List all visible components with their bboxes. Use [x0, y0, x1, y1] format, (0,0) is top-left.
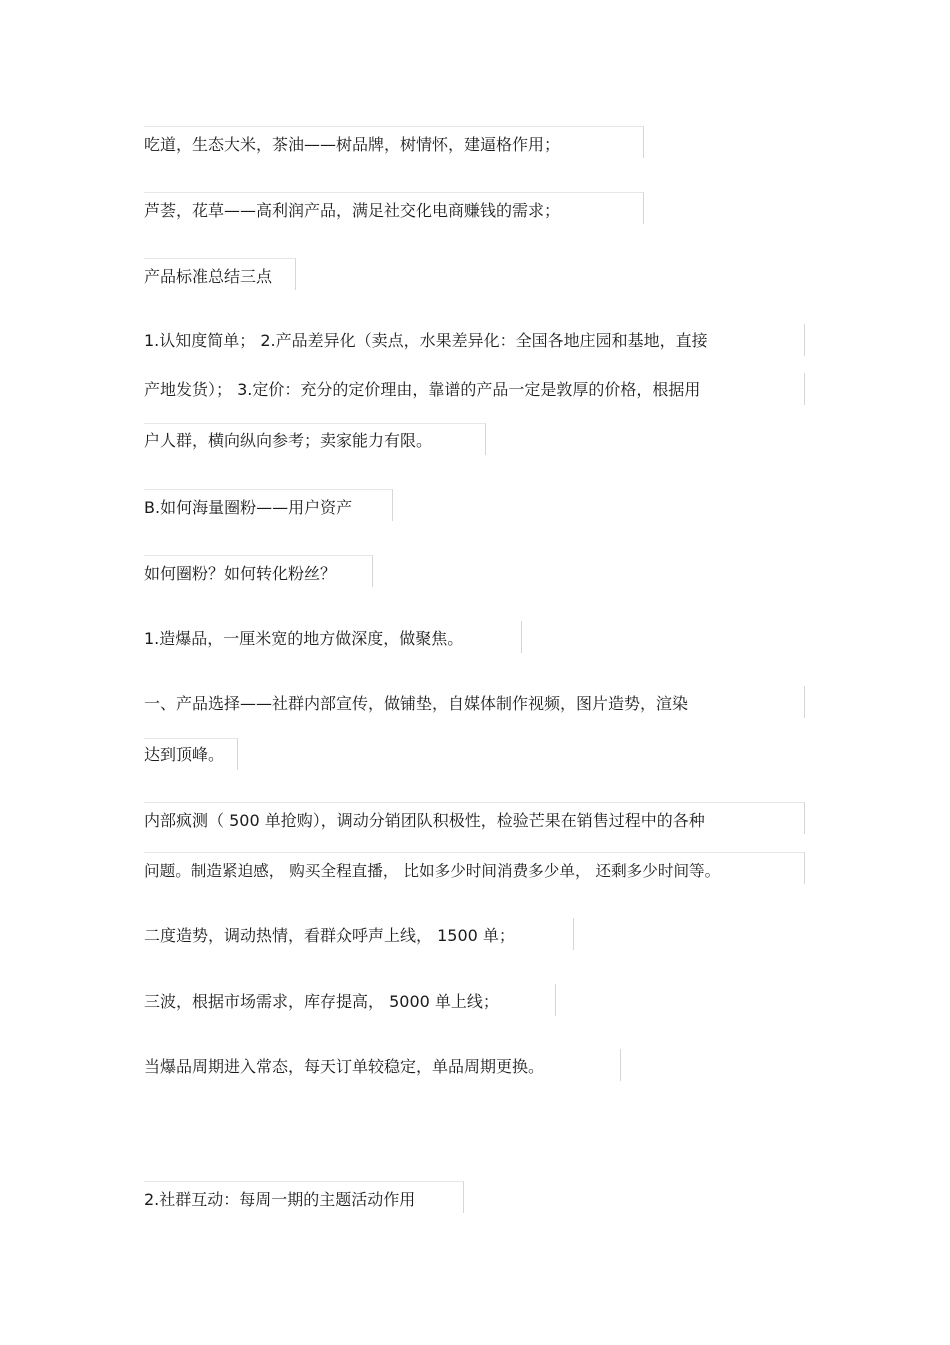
text-line: 1.造爆品，一厘米宽的地方做深度，做聚焦。 [144, 621, 522, 653]
text-line: 吃道，生态大米，茶油——树品牌，树情怀，建逼格作用； [144, 126, 644, 158]
text-line: 如何圈粉？如何转化粉丝？ [144, 555, 373, 587]
text-line: 内部疯测（ 500 单抢购），调动分销团队积极性，检验芒果在销售过程中的各种 [144, 802, 805, 834]
text-line: 达到顶峰。 [144, 738, 238, 770]
text-line: 当爆品周期进入常态，每天订单较稳定，单品周期更换。 [144, 1049, 621, 1081]
text-line: 三波，根据市场需求，库存提高， 5000 单上线； [144, 984, 556, 1016]
text-line: 芦荟，花草——高利润产品，满足社交化电商赚钱的需求； [144, 192, 644, 224]
text-line: 2.社群互动：每周一期的主题活动作用 [144, 1181, 464, 1213]
text-line: 产地发货）； 3.定价：充分的定价理由，靠谱的产品一定是敦厚的价格，根据用 [144, 373, 805, 405]
text-line: 产品标准总结三点 [144, 258, 296, 290]
text-line: 1.认知度简单； 2.产品差异化（卖点，水果差异化：全国各地庄园和基地，直接 [144, 324, 805, 356]
text-line: 问题。制造紧迫感， 购买全程直播， 比如多少时间消费多少单， 还剩多少时间等。 [144, 852, 805, 884]
text-line: 二度造势，调动热情，看群众呼声上线， 1500 单； [144, 918, 574, 950]
text-line: 一、产品选择——社群内部宣传，做铺垫，自媒体制作视频，图片造势，渲染 [144, 686, 805, 718]
text-line: B.如何海量圈粉——用户资产 [144, 489, 393, 521]
text-line: 户人群，横向纵向参考；卖家能力有限。 [144, 423, 486, 455]
